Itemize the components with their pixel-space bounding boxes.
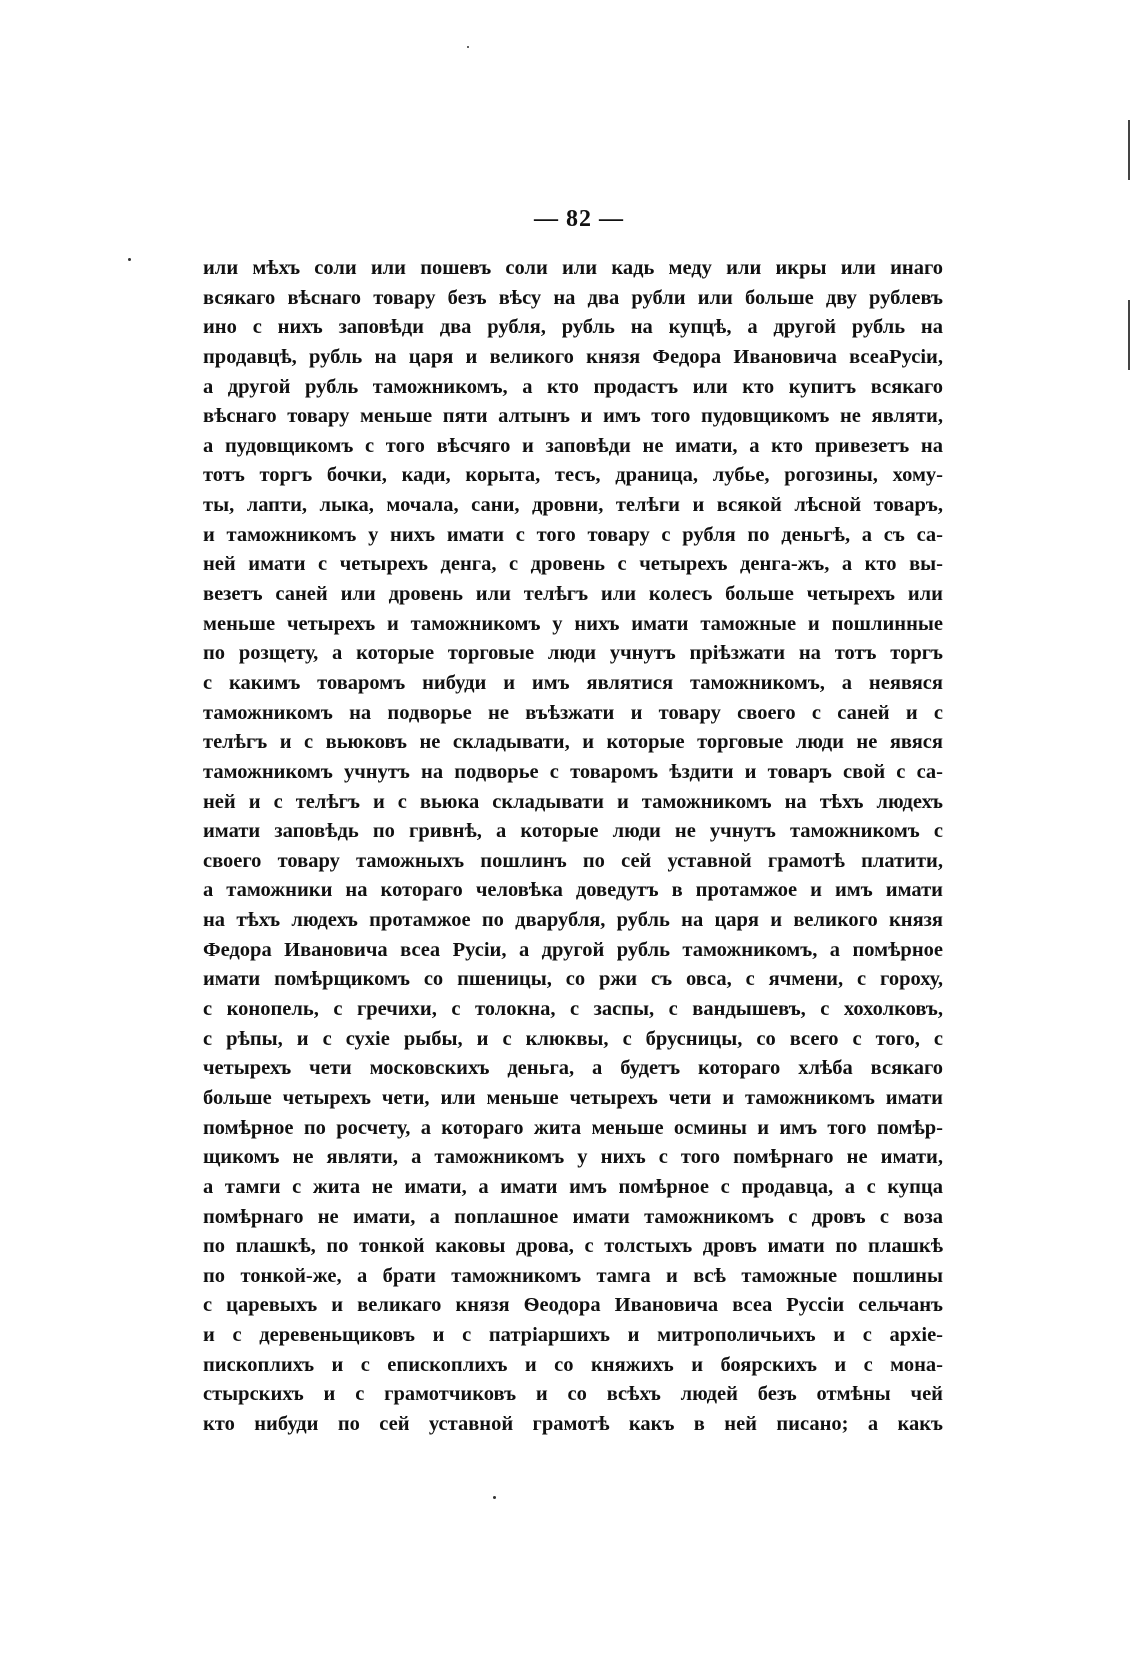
text-line: щикомъ не являти, а таможникомъ у нихъ с того помѣрнаго не имати,	[203, 1146, 943, 1169]
text-line: таможникомъ на подворье не въѣзжати и товару своего с саней и с	[203, 701, 943, 724]
text-line: на тѣхъ людехъ протамжое по дварубля, рубль на царя и великого князя	[203, 909, 943, 932]
text-line: а пудовщикомъ с того вѣсчяго и заповѣди не имати, а кто привезетъ на	[203, 434, 943, 457]
text-line: с рѣпы, и с сухіе рыбы, и с клюквы, с брусницы, со всего с того, с	[203, 1027, 943, 1050]
text-line: тотъ торгъ бочки, кади, корыта, тесъ, драница, лубье, рогозины, хому-	[203, 464, 943, 487]
text-line: по розщету, а которые торговые люди учнутъ пріѣзжати на тотъ торгъ	[203, 642, 943, 665]
text-line: или мѣхъ соли или пошевъ соли или кадь меду или икры или инаго	[203, 257, 943, 279]
text-line: по тонкой-же, а брати таможникомъ тамга и всѣ таможные пошлины	[203, 1264, 943, 1287]
scan-speck	[128, 258, 131, 261]
text-line: и с деревеньщиковъ и с патріаршихъ и митрополичьихъ и с архіе-	[203, 1324, 943, 1347]
text-line: Федора Ивановича всеа Русіи, а другой рубль таможникомъ, а помѣрное	[203, 938, 943, 961]
text-line: и таможникомъ у нихъ имати с того товару с рубля по деньгѣ, а съ са-	[203, 523, 943, 546]
text-line: ней и с телѣгъ и с вьюка складывати и таможникомъ на тѣхъ людехъ	[203, 790, 943, 813]
text-line: больше четырехъ чети, или меньше четырехъ чети и таможникомъ имати	[203, 1086, 943, 1109]
scan-edge-mark	[1128, 300, 1130, 370]
text-line: помѣрное по росчету, а котораго жита меньше осмины и имъ того помѣр-	[203, 1116, 943, 1139]
text-line: с царевыхъ и великаго князя Ѳеодора Ивановича всеа Руссіи сельчанъ	[203, 1294, 943, 1317]
text-line: телѣгъ и с вьюковъ не складывати, и которые торговые люди не явяся	[203, 731, 943, 754]
text-line: вѣснаго товару меньше пяти алтынъ и имъ того пудовщикомъ не являти,	[203, 405, 943, 428]
text-line: своего товару таможныхъ пошлинъ по сей уставной грамотѣ платити,	[203, 849, 943, 872]
text-line: имати заповѣдь по гривнѣ, а которые люди не учнутъ таможникомъ с	[203, 820, 943, 843]
text-line: по плашкѣ, по тонкой каковы дрова, с толстыхъ дровъ имати по плашкѣ	[203, 1235, 943, 1258]
scan-edge-mark	[1128, 120, 1130, 180]
text-line: везетъ саней или дровень или телѣгъ или колесъ больше четырехъ или	[203, 583, 943, 606]
text-line: ино с нихъ заповѣди два рубля, рубль на купцѣ, а другой рубль на	[203, 316, 943, 339]
text-line: а другой рубль таможникомъ, а кто продастъ или кто купитъ всякаго	[203, 375, 943, 398]
body-text	[203, 254, 943, 1440]
text-line: помѣрнаго не имати, а поплашное имати таможникомъ с дровъ с воза	[203, 1205, 943, 1228]
text-line: меньше четырехъ и таможникомъ у нихъ имати таможные и пошлинные	[203, 612, 943, 635]
text-line: кто нибуди по сей уставной грамотѣ какъ в ней писано; а какъ	[203, 1412, 943, 1435]
page-number: — 82 —	[534, 206, 624, 232]
text-line: с конопель, с гречихи, с толокна, с заспы, с вандышевъ, с хохолковъ,	[203, 998, 943, 1021]
text-line: пископлихъ и с епископлихъ и со княжихъ и боярскихъ и с мона-	[203, 1353, 943, 1376]
text-line: таможникомъ учнутъ на подворье с товаромъ ѣздити и товаръ свой с са-	[203, 760, 943, 783]
text-line: а таможники на котораго человѣка доведутъ в протамжое и имъ имати	[203, 879, 943, 902]
text-line: ты, лапти, лыка, мочала, сани, дровни, телѣги и всякой лѣсной товаръ,	[203, 494, 943, 517]
text-line: продавцѣ, рубль на царя и великого князя Федора Ивановича всеаРусіи,	[203, 345, 943, 368]
text-line: имати помѣрщикомъ со пшеницы, со ржи съ овса, с ячмени, с гороху,	[203, 968, 943, 991]
text-line: всякаго вѣснаго товару безъ вѣсу на два рубли или больше дву рублевъ	[203, 286, 943, 309]
scan-speck	[493, 1496, 496, 1499]
text-line: с какимъ товаромъ нибуди и имъ являтися таможникомъ, а неявяся	[203, 671, 943, 694]
text-line: четырехъ чети московскихъ деньга, а будетъ котораго хлѣба всякаго	[203, 1057, 943, 1080]
scan-speck	[467, 46, 469, 48]
text-line: а тамги с жита не имати, а имати имъ помѣрное с продавца, а с купца	[203, 1175, 943, 1198]
text-line: ней имати с четырехъ денга, с дровень с четырехъ денга-жъ, а кто вы-	[203, 553, 943, 576]
text-line: стырскихъ и с грамотчиковъ и со всѣхъ людей безъ отмѣны чей	[203, 1383, 943, 1406]
